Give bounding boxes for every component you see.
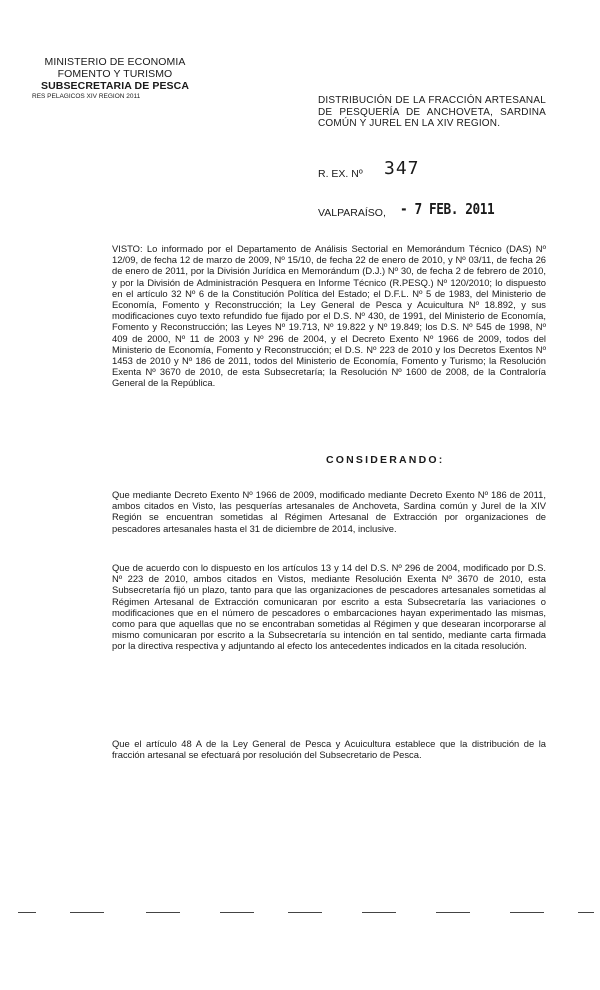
bottom-divider bbox=[362, 912, 396, 913]
bottom-divider bbox=[146, 912, 180, 913]
bottom-divider bbox=[510, 912, 544, 913]
bottom-divider bbox=[288, 912, 322, 913]
ministry-name: MINISTERIO DE ECONOMIA bbox=[44, 56, 186, 68]
resolution-label: R. EX. Nº bbox=[318, 168, 363, 180]
bottom-divider bbox=[18, 912, 36, 913]
bottom-divider bbox=[70, 912, 104, 913]
bottom-divider bbox=[578, 912, 594, 913]
considerando-paragraph-2: Que de acuerdo con lo dispuesto en los artículos 13 y 14 del D.S. Nº 296 de 2004, modificado por D.S. Nº 223 de 2010, ambos citados en Vistos, mediante Resolución Exenta Nº 3670 de 2010, esta Subsecretaría fijó un plazo, tanto para que las organizaciones de pescadores artesanales sometidas al Régimen Artesanal de Extracción comunicaran por escrito a esta Subsecretaría las variaciones o modificaciones que en el número de pescadores o embarcaciones hayan experimentado las mismas, como para que aquellas que no se encontraban sometidas al Régimen y que desearan incorporarse al mismo comunicaran por escrito a la Subsecretaría su intención en tal sentido, mediante carta firmada por la directiva respectiva y adjuntando al efecto los antecedentes indicados en la citada resolución. bbox=[112, 562, 546, 652]
considerando-heading: CONSIDERANDO: bbox=[326, 454, 445, 466]
subsecretaria-name: SUBSECRETARIA DE PESCA bbox=[40, 80, 190, 92]
file-reference: RES PELAGICOS XIV REGION 2011 bbox=[32, 93, 141, 100]
considerando-paragraph-3: Que el artículo 48 A de la Ley General de Pesca y Acuicultura establece que la distribución de la fracción artesanal se efectuará por resolución del Subsecretario de Pesca. bbox=[112, 738, 546, 761]
date-stamp: - 7 FEB. 2011 bbox=[400, 200, 495, 218]
resolution-subject: DISTRIBUCIÓN DE LA FRACCIÓN ARTESANAL DE PESQUERÍA DE ANCHOVETA, SARDINA COMÚN Y JUREL EN LA XIV REGION. bbox=[318, 95, 546, 129]
ministry-header bbox=[30, 56, 200, 101]
visto-paragraph: VISTO: Lo informado por el Departamento de Análisis Sectorial en Memorándum Técnico (DAS) Nº 12/09, de fecha 12 de marzo de 2009, Nº 15/10, de fecha 22 de enero de 2010, y Nº 03/11, de fecha 26 de enero de 2011, por la División Jurídica en Memorándum (D.J.) Nº 30, de fecha 2 de febrero de 2010, y por la División de Administración Pesquera en Informe Técnico (R.PESQ.) Nº 120/2010; lo dispuesto en el artículo 32 Nº 6 de la Constitución Política del Estado; el D.F.L. Nº 5 de 1983, del Ministerio de Economía, Fomento y Reconstrucción; la Ley General de Pesca y Acuicultura Nº 18.892, y sus modificaciones cuyo texto refundido fue fijado por el D.S. Nº 430, de 1991, del Ministerio de Economía, Fomento y Reconstrucción; las Leyes Nº 19.713, Nº 19.822 y Nº 19.849; los D.S. Nº 545 de 1998, Nº 409 de 2000, Nº 11 de 2003 y Nº 296 de 2004, y el Decreto Exento Nº 1966 de 2009, todos del Ministerio de Economía, Fomento y Reconstrucción; el D.S. Nº 223 de 2010 y los Decretos Exentos Nº 1453 de 2010 y Nº 186 de 2011, todos del Ministerio de Economía, Fomento y Turismo; la Resolución Exenta Nº 3670 de 2010, de esta Subsecretaría; la Resolución Nº 1600 de 2008, de la Contraloría General de la República. bbox=[112, 243, 546, 389]
place: VALPARAÍSO, bbox=[318, 207, 386, 219]
considerando-paragraph-1: Que mediante Decreto Exento Nº 1966 de 2009, modificado mediante Decreto Exento Nº 186 de 2011, ambos citados en Visto, las pesquerías artesanales de Anchoveta, Sardina común y Jurel de la XIV Región se encuentran sometidas al Régimen Artesanal de Extracción por organizaciones de pescadores artesanales hasta el 31 de diciembre de 2014, inclusive. bbox=[112, 489, 546, 534]
bottom-divider bbox=[220, 912, 254, 913]
bottom-divider bbox=[436, 912, 470, 913]
resolution-number: 347 bbox=[384, 158, 420, 179]
ministry-subname: FOMENTO Y TURISMO bbox=[57, 68, 173, 80]
